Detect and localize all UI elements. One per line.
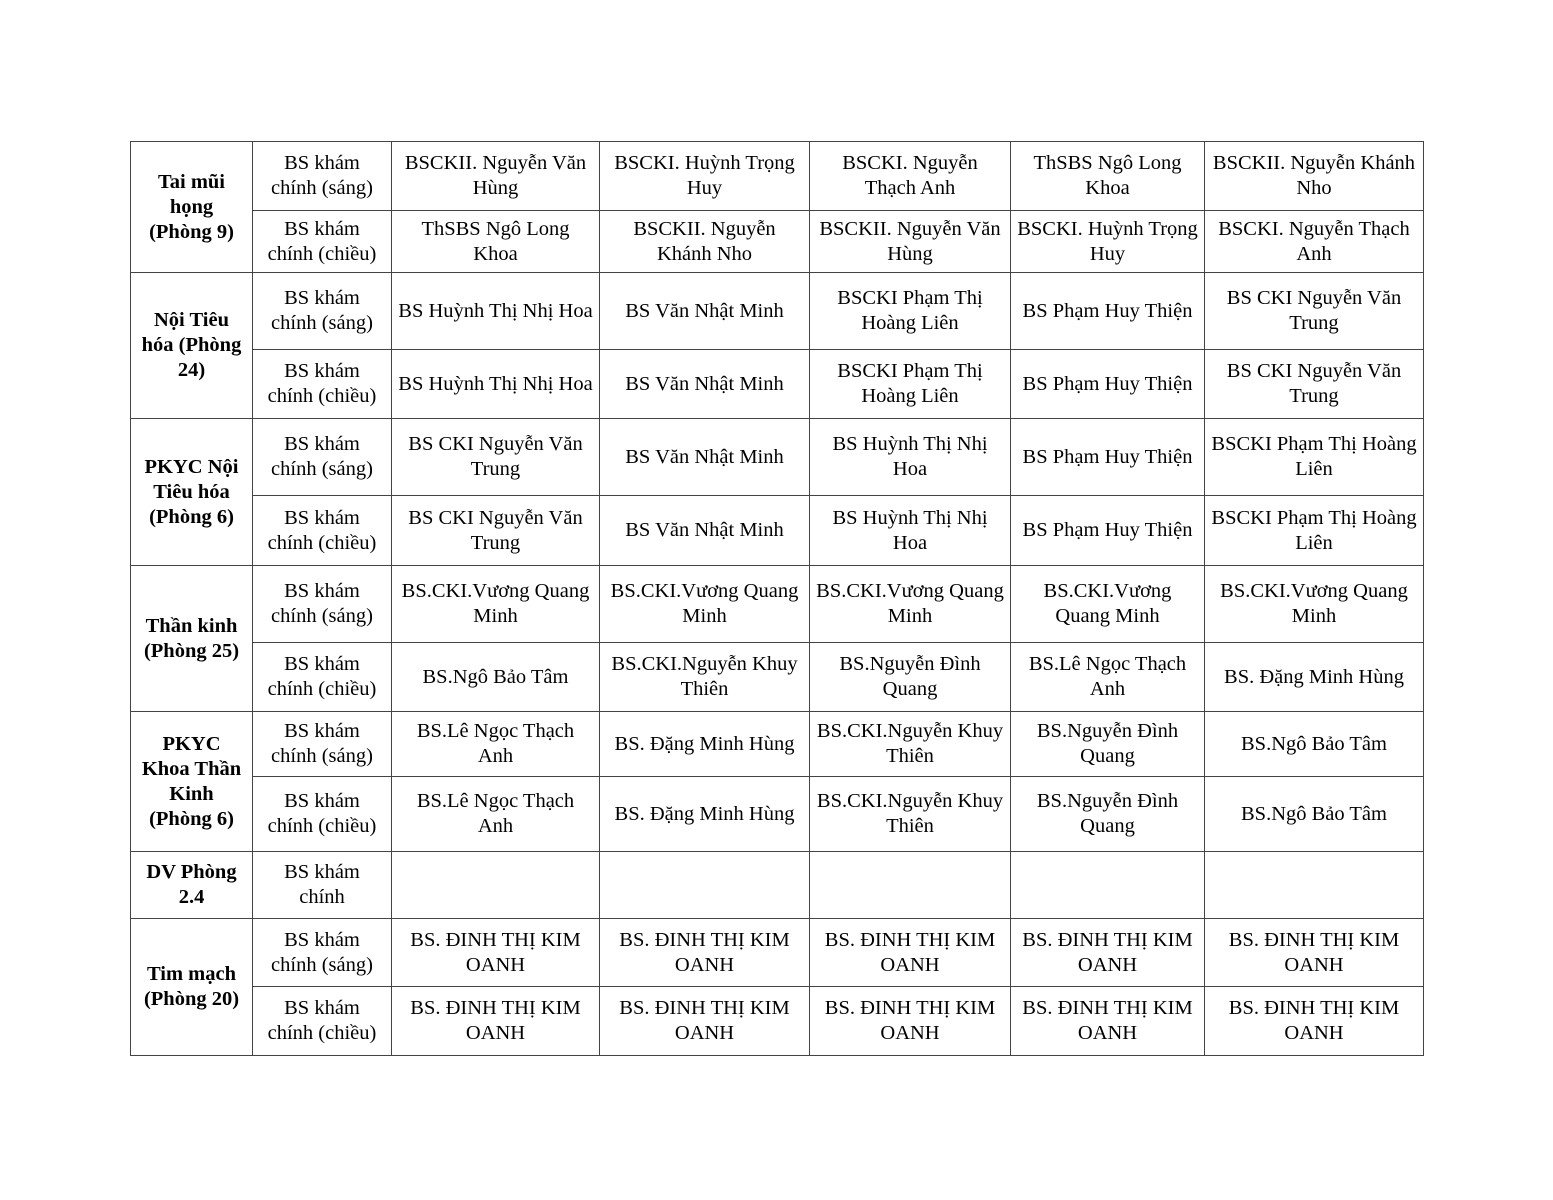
- table-row: [131, 987, 1424, 1056]
- doctor-cell: BS.Nguyễn Đình Quang: [810, 643, 1011, 712]
- doctor-cell: [810, 852, 1011, 919]
- table-row: [131, 350, 1424, 419]
- department-cell: Thần kinh (Phòng 25): [131, 566, 253, 712]
- doctor-cell: BS. ĐINH THỊ KIM OANH: [810, 987, 1011, 1056]
- doctor-cell: BSCKI. Huỳnh Trọng Huy: [600, 142, 810, 211]
- department-cell: PKYC Nội Tiêu hóa (Phòng 6): [131, 419, 253, 566]
- doctor-cell: BSCKI Phạm Thị Hoàng Liên: [1205, 496, 1424, 566]
- doctor-cell: BS.Ngô Bảo Tâm: [1205, 777, 1424, 852]
- doctor-cell: BSCKII. Nguyễn Khánh Nho: [600, 211, 810, 273]
- role-cell: BS khám chính (sáng): [253, 273, 392, 350]
- doctor-cell: BS Phạm Huy Thiện: [1011, 419, 1205, 496]
- doctor-cell: BSCKI. Nguyễn Thạch Anh: [810, 142, 1011, 211]
- doctor-cell: [1011, 852, 1205, 919]
- doctor-cell: BS.CKI.Nguyễn Khuy Thiên: [600, 643, 810, 712]
- doctor-cell: BS.Lê Ngọc Thạch Anh: [392, 777, 600, 852]
- doctor-cell: BS Văn Nhật Minh: [600, 419, 810, 496]
- doctor-cell: BS.Nguyễn Đình Quang: [1011, 777, 1205, 852]
- doctor-cell: BS.CKI.Vương Quang Minh: [810, 566, 1011, 643]
- doctor-cell: BS.Ngô Bảo Tâm: [392, 643, 600, 712]
- doctor-cell: BSCKI. Huỳnh Trọng Huy: [1011, 211, 1205, 273]
- department-cell: DV Phòng 2.4: [131, 852, 253, 919]
- doctor-cell: BSCKI Phạm Thị Hoàng Liên: [1205, 419, 1424, 496]
- table-row: [131, 142, 1424, 211]
- doctor-cell: [1205, 852, 1424, 919]
- department-cell: Tim mạch (Phòng 20): [131, 919, 253, 1056]
- doctor-cell: BSCKII. Nguyễn Văn Hùng: [392, 142, 600, 211]
- role-cell: BS khám chính (chiều): [253, 643, 392, 712]
- doctor-cell: BSCKI Phạm Thị Hoàng Liên: [810, 273, 1011, 350]
- doctor-schedule-table: [130, 141, 1424, 1056]
- doctor-cell: BS Văn Nhật Minh: [600, 496, 810, 566]
- doctor-cell: BS. ĐINH THỊ KIM OANH: [1011, 919, 1205, 987]
- table-row: [131, 211, 1424, 273]
- department-cell: Nội Tiêu hóa (Phòng 24): [131, 273, 253, 419]
- role-cell: BS khám chính (chiều): [253, 496, 392, 566]
- doctor-cell: BSCKI. Nguyễn Thạch Anh: [1205, 211, 1424, 273]
- doctor-cell: BS Phạm Huy Thiện: [1011, 496, 1205, 566]
- doctor-cell: BS CKI Nguyễn Văn Trung: [1205, 350, 1424, 419]
- role-cell: BS khám chính (sáng): [253, 419, 392, 496]
- doctor-cell: BS. ĐINH THỊ KIM OANH: [392, 919, 600, 987]
- doctor-cell: BS.CKI.Vương Quang Minh: [1011, 566, 1205, 643]
- table-row: [131, 712, 1424, 777]
- table-row: [131, 643, 1424, 712]
- doctor-cell: BS Văn Nhật Minh: [600, 273, 810, 350]
- doctor-cell: BS Phạm Huy Thiện: [1011, 273, 1205, 350]
- table-row: [131, 273, 1424, 350]
- doctor-cell: BS.CKI.Vương Quang Minh: [600, 566, 810, 643]
- doctor-cell: BSCKI Phạm Thị Hoàng Liên: [810, 350, 1011, 419]
- doctor-cell: BS. ĐINH THỊ KIM OANH: [1205, 987, 1424, 1056]
- doctor-cell: [392, 852, 600, 919]
- doctor-cell: BS.CKI.Nguyễn Khuy Thiên: [810, 712, 1011, 777]
- doctor-cell: BSCKII. Nguyễn Văn Hùng: [810, 211, 1011, 273]
- table-row: [131, 419, 1424, 496]
- role-cell: BS khám chính (sáng): [253, 919, 392, 987]
- doctor-cell: BS.Nguyễn Đình Quang: [1011, 712, 1205, 777]
- doctor-cell: BS. ĐINH THỊ KIM OANH: [392, 987, 600, 1056]
- schedule-page: [130, 141, 1424, 1056]
- role-cell: BS khám chính (chiều): [253, 350, 392, 419]
- doctor-cell: BS. Đặng Minh Hùng: [1205, 643, 1424, 712]
- role-cell: BS khám chính (chiều): [253, 211, 392, 273]
- doctor-cell: BS Huỳnh Thị Nhị Hoa: [392, 350, 600, 419]
- table-row: [131, 777, 1424, 852]
- doctor-cell: BS.Lê Ngọc Thạch Anh: [1011, 643, 1205, 712]
- doctor-cell: BS Huỳnh Thị Nhị Hoa: [810, 419, 1011, 496]
- doctor-cell: BS.Ngô Bảo Tâm: [1205, 712, 1424, 777]
- department-cell: Tai mũi họng (Phòng 9): [131, 142, 253, 273]
- department-cell: PKYC Khoa Thần Kinh (Phòng 6): [131, 712, 253, 852]
- doctor-cell: BS. ĐINH THỊ KIM OANH: [810, 919, 1011, 987]
- table-row: [131, 566, 1424, 643]
- role-cell: BS khám chính (sáng): [253, 142, 392, 211]
- doctor-cell: BS Huỳnh Thị Nhị Hoa: [392, 273, 600, 350]
- table-row: [131, 919, 1424, 987]
- doctor-cell: BS.CKI.Vương Quang Minh: [392, 566, 600, 643]
- role-cell: BS khám chính (chiều): [253, 987, 392, 1056]
- table-row: [131, 852, 1424, 919]
- doctor-cell: BS. ĐINH THỊ KIM OANH: [1205, 919, 1424, 987]
- role-cell: BS khám chính (chiều): [253, 777, 392, 852]
- role-cell: BS khám chính (sáng): [253, 712, 392, 777]
- doctor-cell: BS. ĐINH THỊ KIM OANH: [600, 987, 810, 1056]
- doctor-cell: BS Phạm Huy Thiện: [1011, 350, 1205, 419]
- doctor-cell: BS CKI Nguyễn Văn Trung: [392, 496, 600, 566]
- doctor-cell: BS. ĐINH THỊ KIM OANH: [1011, 987, 1205, 1056]
- role-cell: BS khám chính: [253, 852, 392, 919]
- doctor-cell: BS.CKI.Vương Quang Minh: [1205, 566, 1424, 643]
- doctor-cell: BS Huỳnh Thị Nhị Hoa: [810, 496, 1011, 566]
- role-cell: BS khám chính (sáng): [253, 566, 392, 643]
- doctor-cell: BS Văn Nhật Minh: [600, 350, 810, 419]
- doctor-cell: BS. Đặng Minh Hùng: [600, 777, 810, 852]
- doctor-cell: BS. Đặng Minh Hùng: [600, 712, 810, 777]
- doctor-cell: ThSBS Ngô Long Khoa: [392, 211, 600, 273]
- doctor-cell: [600, 852, 810, 919]
- doctor-cell: BSCKII. Nguyễn Khánh Nho: [1205, 142, 1424, 211]
- doctor-cell: BS. ĐINH THỊ KIM OANH: [600, 919, 810, 987]
- doctor-cell: ThSBS Ngô Long Khoa: [1011, 142, 1205, 211]
- doctor-cell: BS.Lê Ngọc Thạch Anh: [392, 712, 600, 777]
- doctor-cell: BS.CKI.Nguyễn Khuy Thiên: [810, 777, 1011, 852]
- doctor-cell: BS CKI Nguyễn Văn Trung: [1205, 273, 1424, 350]
- table-row: [131, 496, 1424, 566]
- doctor-cell: BS CKI Nguyễn Văn Trung: [392, 419, 600, 496]
